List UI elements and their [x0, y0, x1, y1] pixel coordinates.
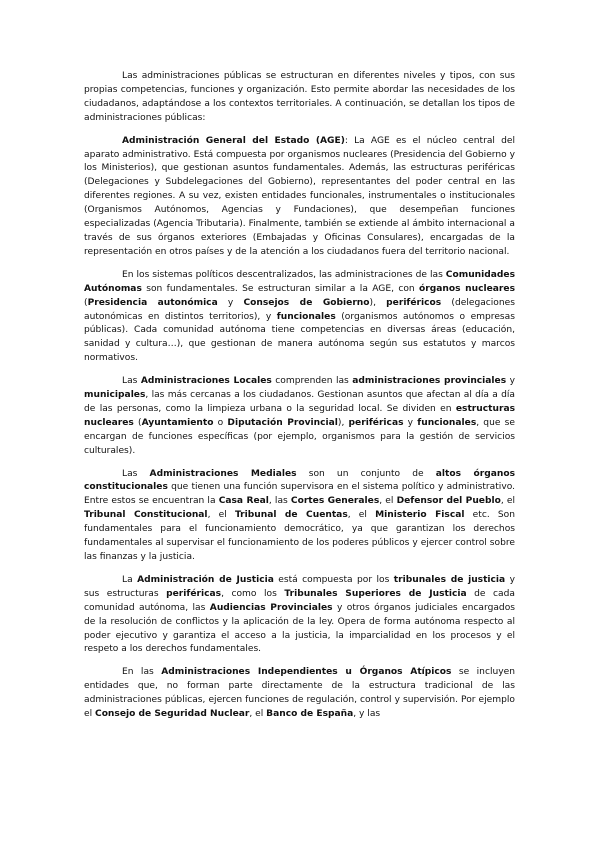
text-run: En las [122, 667, 162, 678]
bold-term: órganos nucleares [419, 283, 515, 294]
bold-term: Administración de Justicia [137, 574, 274, 585]
text-run: Las administraciones públicas se estructuran en diferentes niveles y tipos, con sus propias competencias, funciones y organización. Esto permite abordar las necesidades de los ciudadanos, adaptándose a los contextos territoriales. A continuación, se detallan los tipos de administraciones públicas: [84, 71, 515, 123]
text-run: son un conjunto de [296, 468, 436, 479]
bold-term: municipales [84, 390, 146, 401]
text-run: En los sistemas políticos descentralizados, las administraciones de las [122, 269, 446, 280]
text-run: , el [207, 510, 235, 521]
paragraph [84, 666, 515, 722]
paragraph [84, 574, 515, 657]
bold-term: tribunales de justicia [393, 574, 506, 585]
text-run: está compuesta por los [273, 574, 394, 585]
bold-term: Defensor del Pueblo [396, 496, 501, 507]
text-run: y otros órganos judiciales encargados de la resolución de conflictos y la aplicación de la ley. Opera de forma autónoma respecto al poder ejecutivo y garantiza el acceso a la justicia, la imparcialidad en los procesos y el respeto a los derechos fundamentales. [84, 602, 515, 655]
text-run: ), [369, 297, 387, 308]
bold-term: Comunidades Autónomas [84, 269, 515, 294]
paragraph [84, 135, 515, 260]
bold-term: Banco de España [266, 709, 354, 720]
bold-term: Diputación Provincial [227, 417, 338, 428]
text-run: , las más cercanas a los ciudadanos. Gestionan asuntos que afectan al día a día de las personas, como la limpieza urbana o la seguridad local. Se dividen en [84, 390, 515, 414]
bold-term: Casa Real [218, 496, 269, 507]
text-run: (delegaciones autonómicas en distintos territorios), y [84, 297, 515, 322]
bold-term: estructuras nucleares [84, 403, 515, 428]
text-run: y sus estructuras [84, 574, 515, 599]
bold-term: administraciones provinciales [352, 376, 507, 387]
bold-term: Tribunales Superiores de Justicia [284, 588, 467, 599]
bold-term: Tribunal Constitucional [84, 510, 208, 521]
text-run: , que se encargan de funciones específicas (por ejemplo, organismos para la gestión de servicios culturales). [84, 417, 515, 456]
bold-term: Cortes Generales [290, 496, 380, 507]
text-run: etc. Son fundamentales para el funcionamiento democrático, ya que garantizan los derechos fundamentales al supervisar el funcionamiento de los poderes públicos y ejercer control sobre las finanzas y la justicia. [84, 510, 516, 562]
text-run: que tienen una función supervisora en el sistema político y administrativo. Entre estos se encuentran la [84, 482, 515, 507]
text-run: y [403, 417, 418, 428]
bold-term: Ministerio Fiscal [375, 510, 465, 521]
paragraph [84, 269, 515, 366]
text-run: se incluyen entidades que, no forman parte directamente de la estructura tradicional de las administraciones públicas, ejercen funciones de regulación, control y supervisión. Por ejemplo el [84, 667, 515, 720]
bold-term: Consejo de Seguridad Nuclear [95, 709, 250, 720]
bold-term: Administraciones Locales [140, 376, 272, 387]
text-run: , el [249, 709, 267, 720]
text-run: y [217, 297, 244, 308]
text-run: Las [122, 468, 150, 479]
text-run: ( [84, 297, 88, 308]
paragraph [84, 468, 515, 565]
bold-term: funcionales [417, 417, 477, 428]
bold-term: periféricas [166, 588, 222, 599]
text-run: comprenden las [271, 376, 353, 387]
bold-term: Administración General del Estado (AGE) [122, 135, 345, 146]
bold-term: periféricos [386, 297, 442, 308]
text-run: ( [133, 417, 142, 428]
bold-term: Tribunal de Cuentas [234, 510, 348, 521]
text-run: o [213, 417, 228, 428]
document-body [84, 70, 515, 722]
bold-term: periféricas [348, 417, 404, 428]
bold-term: Administraciones Independientes u Órganos Atípicos [161, 667, 452, 678]
text-run: son fundamentales. Se estructuran similar a la AGE, con [141, 283, 420, 294]
text-run: : La AGE es el núcleo central del aparato administrativo. Está compuesta por organismos nucleares (Presidencia del Gobierno y los Ministerios), que gestionan asuntos fundamentales. Además, las estructuras periféricas (Delegaciones y Subdelegaciones del Gobierno), representantes del poder central en las diferentes regiones. A su vez, existen entidades funcionales, instrumentales o institucionales (Organismos Autónomos, Agencias y Fundaciones), que desempeñan funciones especializadas (Agencia Tributaria). Finalmente, también se extiende al ámbito internacional a través de sus órganos exteriores (Embajadas y Oficinas Consulares), encargadas de la representación en otros países y de la atención a los ciudadanos fuera del territorio nacional. [84, 135, 515, 257]
text-run: , el [500, 496, 516, 507]
text-run: La [122, 574, 138, 585]
bold-term: Audiencias Provinciales [209, 602, 333, 613]
text-run: , las [268, 496, 291, 507]
text-run: de cada comunidad autónoma, las [84, 588, 515, 613]
text-run: (organismos autónomos o empresas públicas). Cada comunidad autónoma tiene competencias en diversas áreas (educación, sanidad y cultura…), que gestionan de manera autónoma según sus estatutos y marcos normativos. [84, 311, 515, 364]
bold-term: Consejos de Gobierno [243, 297, 370, 308]
text-run: Las [122, 376, 141, 387]
bold-term: altos órganos constitucionales [84, 468, 515, 493]
text-run: ), [337, 417, 349, 428]
text-run: , y las [353, 709, 381, 720]
text-run: , como los [221, 588, 285, 599]
bold-term: Administraciones Mediales [149, 468, 297, 479]
bold-term: Presidencia autonómica [87, 297, 218, 308]
text-run: y [506, 376, 515, 387]
text-run: , el [379, 496, 397, 507]
paragraph [84, 375, 515, 458]
bold-term: Ayuntamiento [141, 417, 214, 428]
bold-term: funcionales [276, 311, 336, 322]
text-run: , el [347, 510, 376, 521]
paragraph [84, 70, 515, 126]
